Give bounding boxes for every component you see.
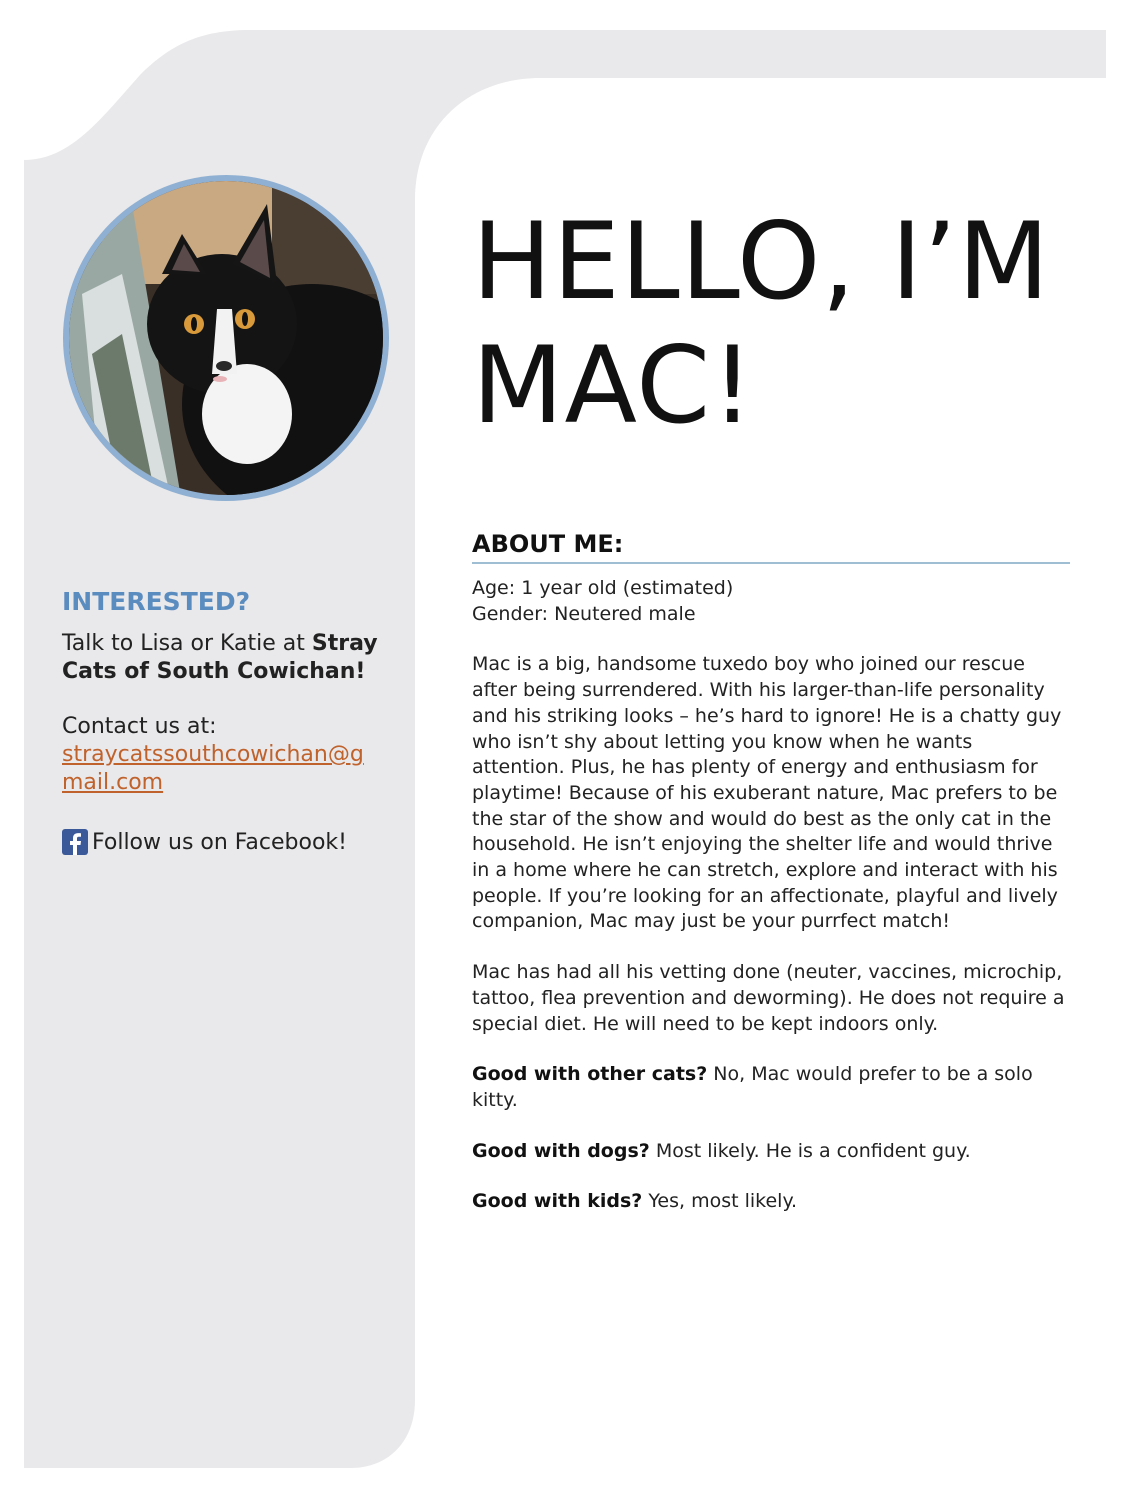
about-me-heading: ABOUT ME:: [472, 530, 1070, 564]
gender-line: Gender: Neutered male: [472, 602, 696, 625]
dogs-question: Good with dogs?: [472, 1139, 650, 1162]
facebook-text[interactable]: Follow us on Facebook!: [92, 830, 347, 855]
talk-prefix: Talk to Lisa or Katie at: [62, 631, 312, 656]
cats-question: Good with other cats?: [472, 1063, 708, 1086]
headline-line-2: MAC!: [472, 324, 755, 447]
vetting-paragraph: Mac has had all his vetting done (neuter, vaccines, microchip, tattoo, flea prevention and deworming). He does not require a special diet. He will need to be kept indoors only.: [472, 961, 1065, 1035]
dogs-answer: Most likely. He is a confident guy.: [649, 1139, 971, 1162]
cat-photo: [62, 174, 390, 502]
about-me-body: [472, 576, 1070, 1215]
kids-answer: Yes, most likely.: [642, 1190, 798, 1213]
good-with-dogs: [472, 1139, 1070, 1165]
contact-sidebar: [62, 588, 382, 857]
good-with-cats: [472, 1062, 1070, 1113]
kids-question: Good with kids?: [472, 1190, 643, 1213]
email-link[interactable]: straycatssouthcowichan@gmail.com: [62, 742, 364, 795]
headline: [472, 200, 1072, 448]
headline-line-1: HELLO, I’M: [472, 200, 1051, 323]
headline-block: [472, 200, 1072, 448]
facebook-link[interactable]: [62, 829, 382, 857]
facebook-icon[interactable]: [62, 829, 88, 857]
age-line: Age: 1 year old (estimated): [472, 577, 734, 599]
cats-answer: No, Mac would prefer to be a solo kitty.: [472, 1063, 1033, 1111]
interested-heading: INTERESTED?: [62, 587, 251, 616]
description-paragraph: Mac is a big, handsome tuxedo boy who joined our rescue after being surrendered. With his larger-than-life personality and his striking looks – he’s hard to ignore! He is a chatty guy who isn’t shy about letting you know when he wants attention. Plus, he has plenty of energy and enthusiasm for playtime! Because of his exuberant nature, Mac prefers to be the star of the show and would do best as the only cat in the household. He isn’t enjoying the shelter life and would thrive in a home where he can stretch, explore and interact with his people. If you’re looking for an affectionate, playful and lively companion, Mac may just be your purrfect match!: [472, 653, 1062, 933]
talk-to-text: [62, 630, 382, 686]
org-name: Stray Cats of South Cowichan!: [62, 631, 378, 684]
contact-label: Contact us at:: [62, 714, 217, 739]
good-with-kids: [472, 1189, 1070, 1215]
